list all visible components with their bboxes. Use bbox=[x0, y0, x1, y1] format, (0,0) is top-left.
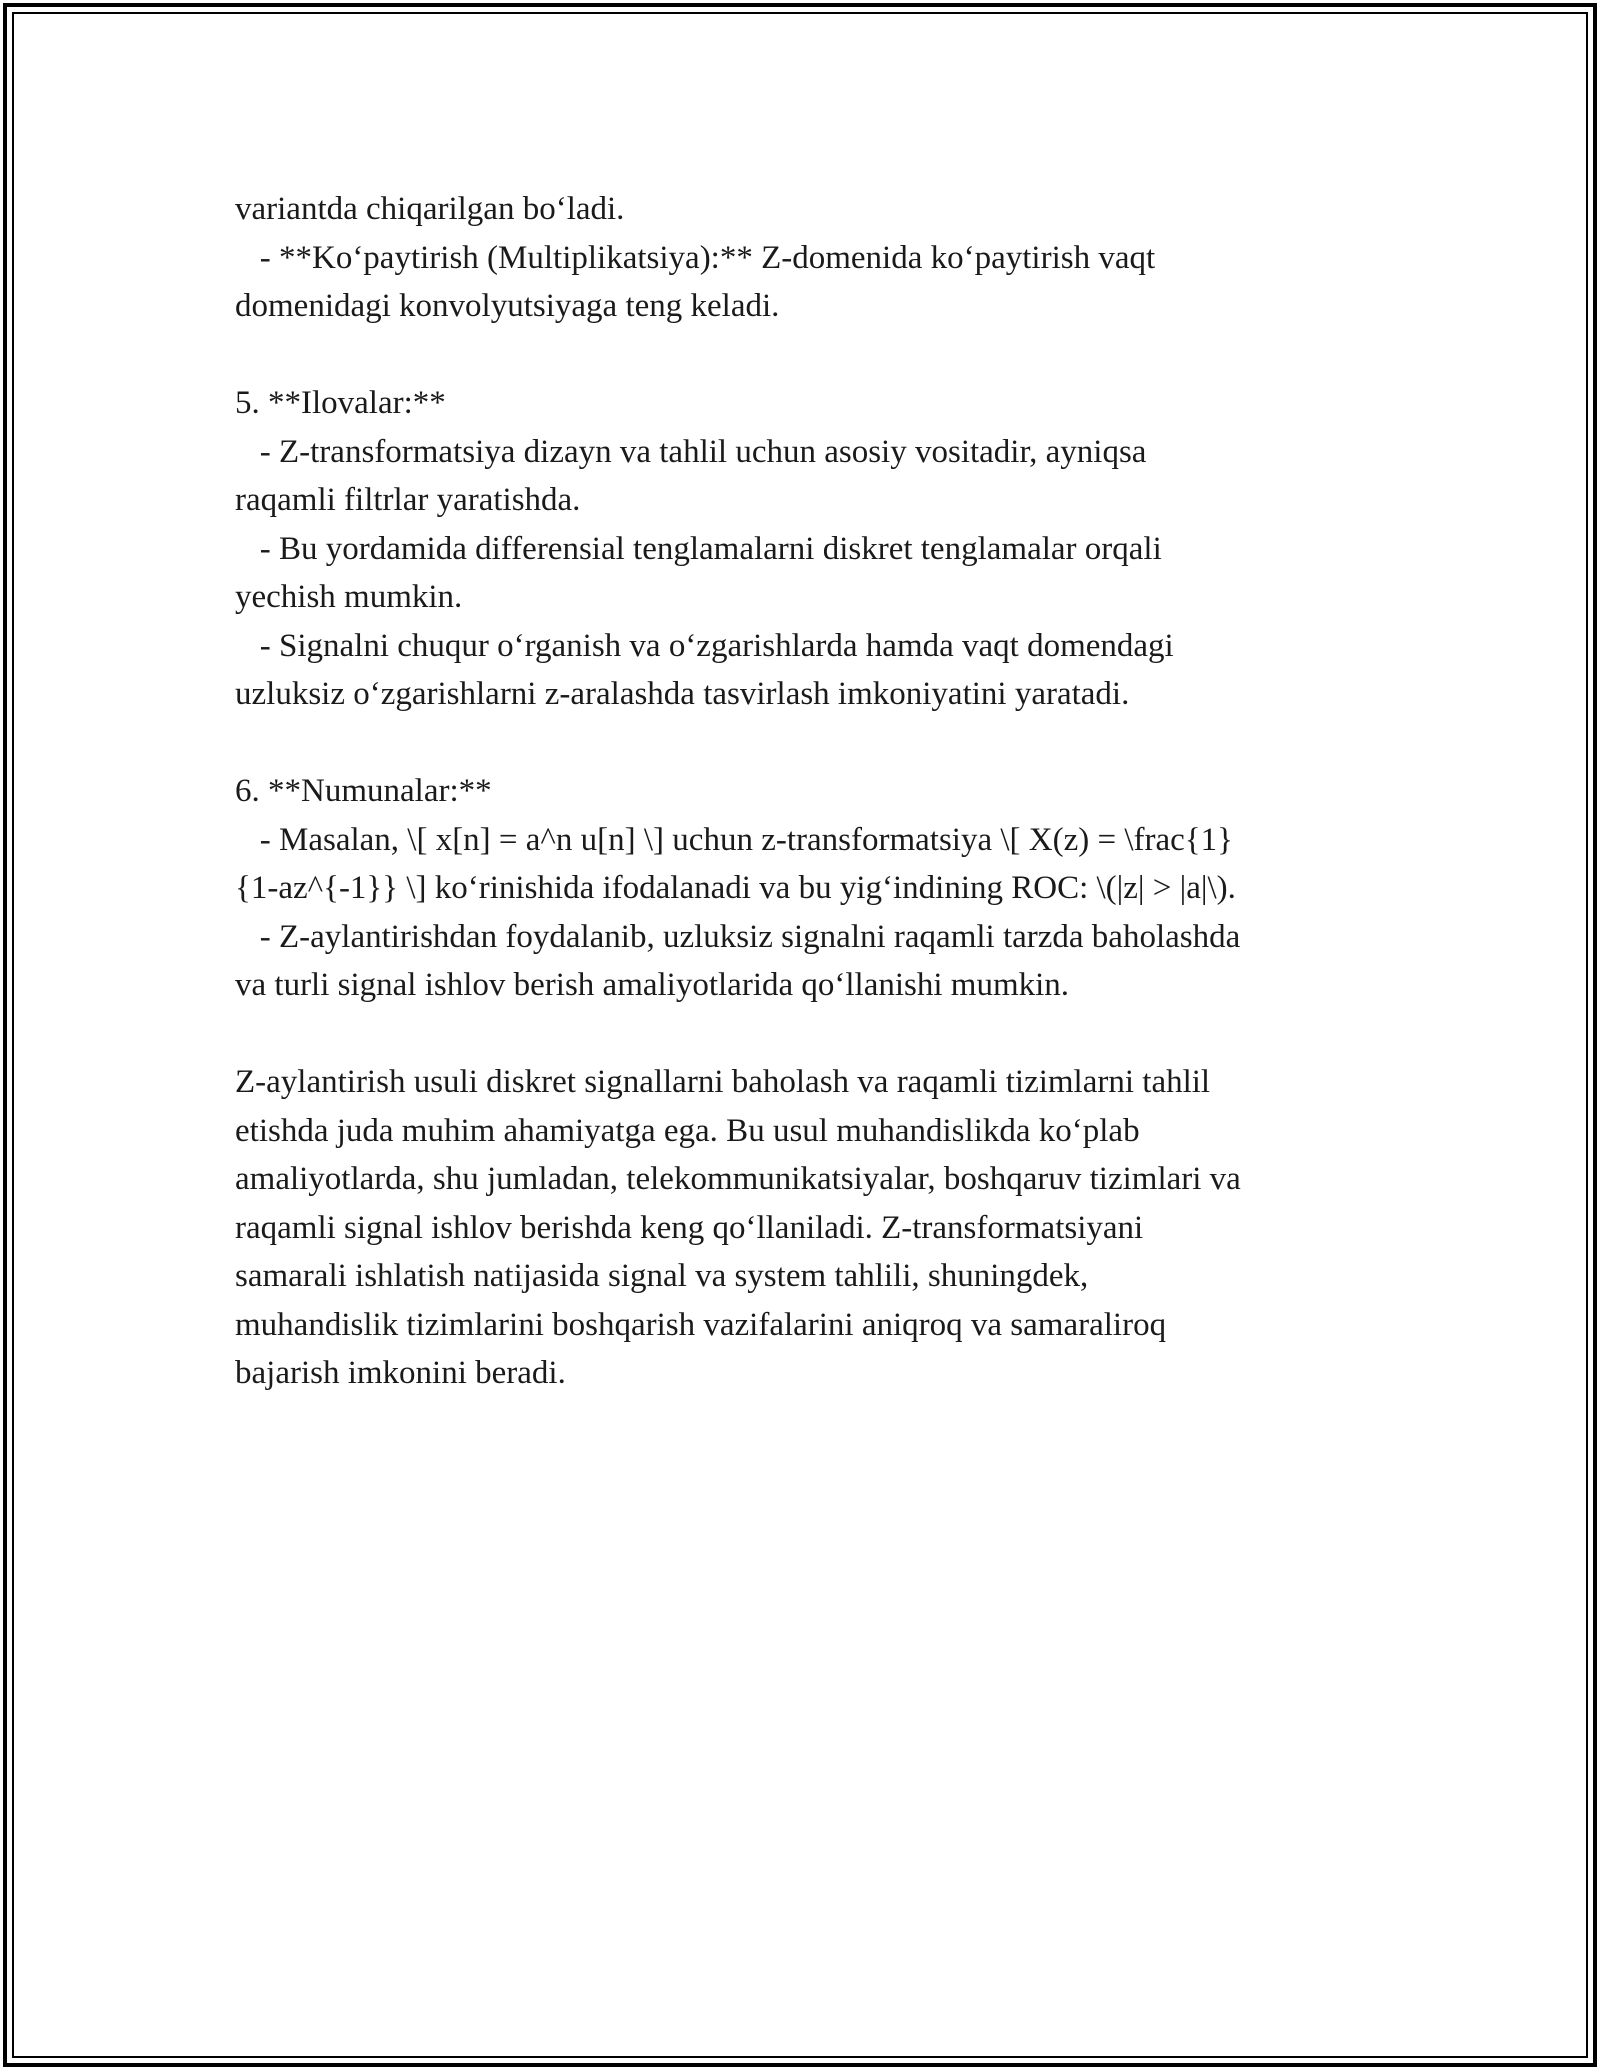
section-heading: 6. **Numunalar:** bbox=[235, 773, 492, 809]
text-line: va turli signal ishlov berish amaliyotlarida qo‘llanishi mumkin. bbox=[235, 967, 1070, 1003]
text-line: {1-az^{-1}} \] ko‘rinishida ifodalanadi va bu yig‘indining ROC: \(|z| > |a|\). bbox=[235, 870, 1236, 906]
text-line: variantda chiqarilgan bo‘ladi. bbox=[235, 191, 625, 227]
text-line: - Z-transformatsiya dizayn va tahlil uchun asosiy vositadir, ayniqsa bbox=[235, 433, 1147, 470]
text-line: amaliyotlarda, shu jumladan, telekommunikatsiyalar, boshqaruv tizimlari va bbox=[235, 1161, 1241, 1197]
text-line: - Masalan, \[ x[n] = a^n u[n] \] uchun z-transformatsiya \[ X(z) = \frac{1} bbox=[235, 821, 1233, 858]
text-line: - Z-aylantirishdan foydalanib, uzluksiz signalni raqamli tarzda baholashda bbox=[235, 918, 1241, 955]
text-line: raqamli signal ishlov berishda keng qo‘llaniladi. Z-transformatsiyani bbox=[235, 1209, 1144, 1246]
text-line: - Signalni chuqur o‘rganish va o‘zgarishlarda hamda vaqt domendagi bbox=[235, 627, 1174, 664]
document-body bbox=[235, 185, 1375, 1398]
text-line: - Bu yordamida differensial tenglamalarni diskret tenglamalar orqali bbox=[235, 530, 1162, 567]
text-line: - **Ko‘paytirish (Multiplikatsiya):** Z-domenida ko‘paytirish vaqt bbox=[235, 239, 1156, 276]
text-line: yechish mumkin. bbox=[235, 579, 463, 615]
section-heading: 5. **Ilovalar:** bbox=[235, 385, 446, 421]
paragraph-multiplication-property bbox=[235, 185, 1375, 331]
text-line: samarali ishlatish natijasida signal va system tahlili, shuningdek, bbox=[235, 1258, 1089, 1294]
text-line: muhandislik tizimlarini boshqarish vazifalarini aniqroq va samaraliroq bbox=[235, 1306, 1167, 1343]
paragraph-examples bbox=[235, 767, 1375, 1010]
text-line: etishda juda muhim ahamiyatga ega. Bu usul muhandislikda ko‘plab bbox=[235, 1112, 1140, 1149]
paragraph-applications bbox=[235, 379, 1375, 719]
text-line: uzluksiz o‘zgarishlarni z-aralashda tasvirlash imkoniyatini yaratadi. bbox=[235, 676, 1130, 712]
text-line: Z-aylantirish usuli diskret signallarni baholash va raqamli tizimlarni tahlil bbox=[235, 1064, 1211, 1100]
paragraph-conclusion bbox=[235, 1058, 1375, 1398]
text-line: bajarish imkonini beradi. bbox=[235, 1355, 566, 1391]
text-line: domenidagi konvolyutsiyaga teng keladi. bbox=[235, 288, 780, 324]
text-line: raqamli filtrlar yaratishda. bbox=[235, 482, 581, 518]
